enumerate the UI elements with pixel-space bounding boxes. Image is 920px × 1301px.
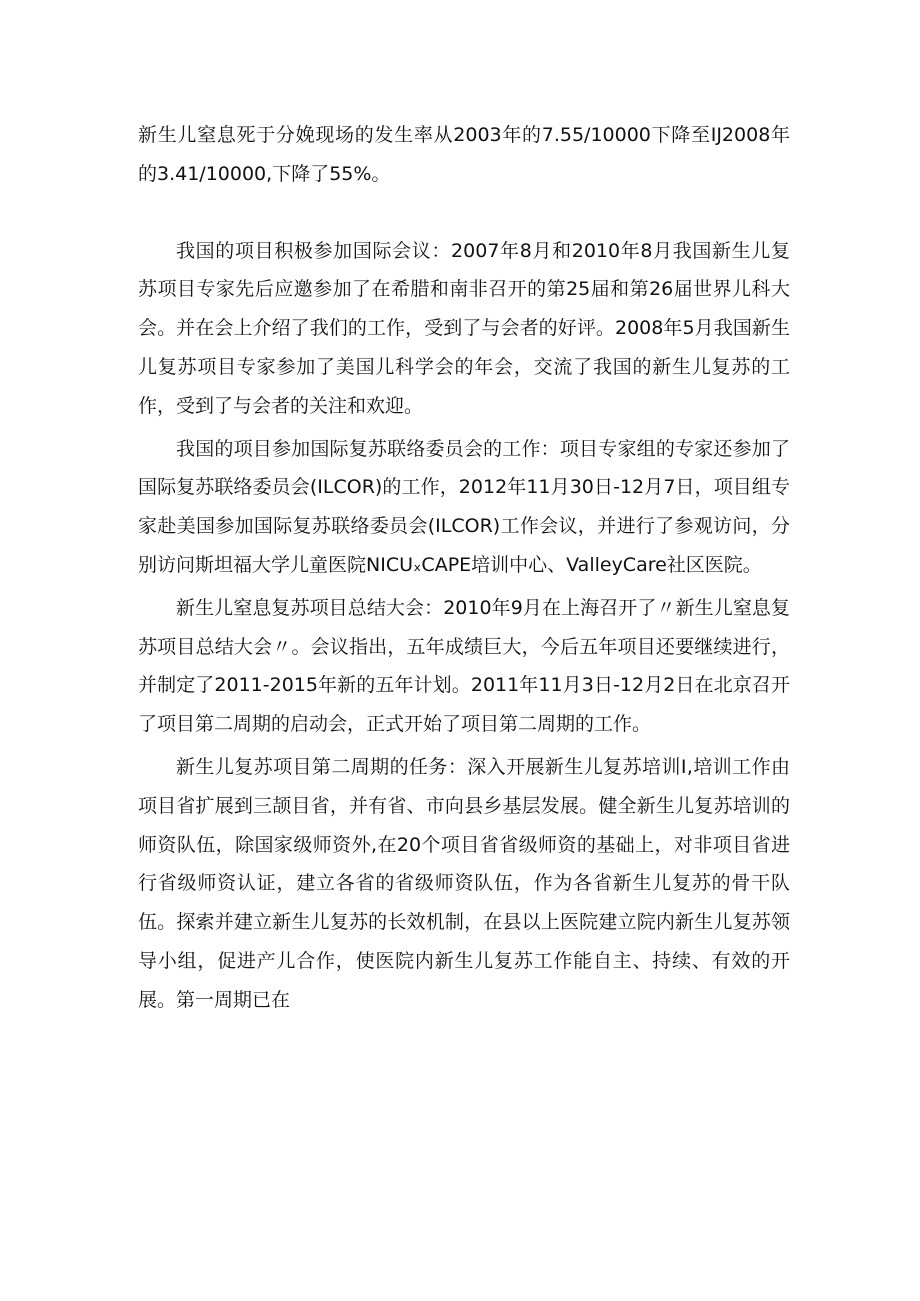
paragraph-gap: [138, 194, 790, 232]
paragraph-second-cycle-tasks: 新生儿复苏项目第二周期的任务：深入开展新生儿复苏培训Ⅰ,培训工作由项目省扩展到三颉目省，并有省、市向县乡基层发展。健全新生儿复苏培训的师资队伍，除国家级师资外,在20个项目省省级师资的基础上，对非项目省进行省级师资认证，建立各省的省级师资队伍，作为各省新生儿复苏的骨干队伍。探索并建立新生儿复苏的长效机制，在县以上医院建立院内新生儿复苏领导小组，促进产儿合作，使医院内新生儿复苏工作能自主、持续、有效的开展。第一周期已在: [138, 755, 790, 1011]
document-body: [138, 116, 790, 1020]
paragraph-ilcor-work: 我国的项目参加国际复苏联络委员会的工作：项目专家组的专家还参加了国际复苏联络委员会(ILCOR)的工作，2012年11月30日-12月7日，项目组专家赴美国参加国际复苏联络委员会(ILCOR)工作会议，并进行了参观访问，分别访问斯坦福大学儿童医院NICUₓCAPE培训中心、ValleyCare社区医院。: [138, 437, 790, 576]
paragraph-incidence-decline: 新生儿窒息死于分娩现场的发生率从2003年的7.55/10000下降至IJ2008年的3.41/10000,下降了55%。: [138, 124, 790, 185]
paragraph-international-conferences: 我国的项目积极参加国际会议：2007年8月和2010年8月我国新生儿复苏项目专家先后应邀参加了在希腊和南非召开的第25届和第26届世界儿科大会。并在会上介绍了我们的工作，受到了与会者的好评。2008年5月我国新生儿复苏项目专家参加了美国儿科学会的年会，交流了我国的新生儿复苏的工作，受到了与会者的关注和欢迎。: [138, 239, 790, 417]
paragraph-summary-conference: 新生儿窒息复苏项目总结大会：2010年9月在上海召开了〃新生儿窒息复苏项目总结大会〃。会议指出，五年成绩巨大，今后五年项目还要继续进行，并制定了2011-2015年新的五年计划。2011年11月3日-12月2日在北京召开了项目第二周期的启动会，正式开始了项目第二周期的工作。: [138, 596, 790, 736]
